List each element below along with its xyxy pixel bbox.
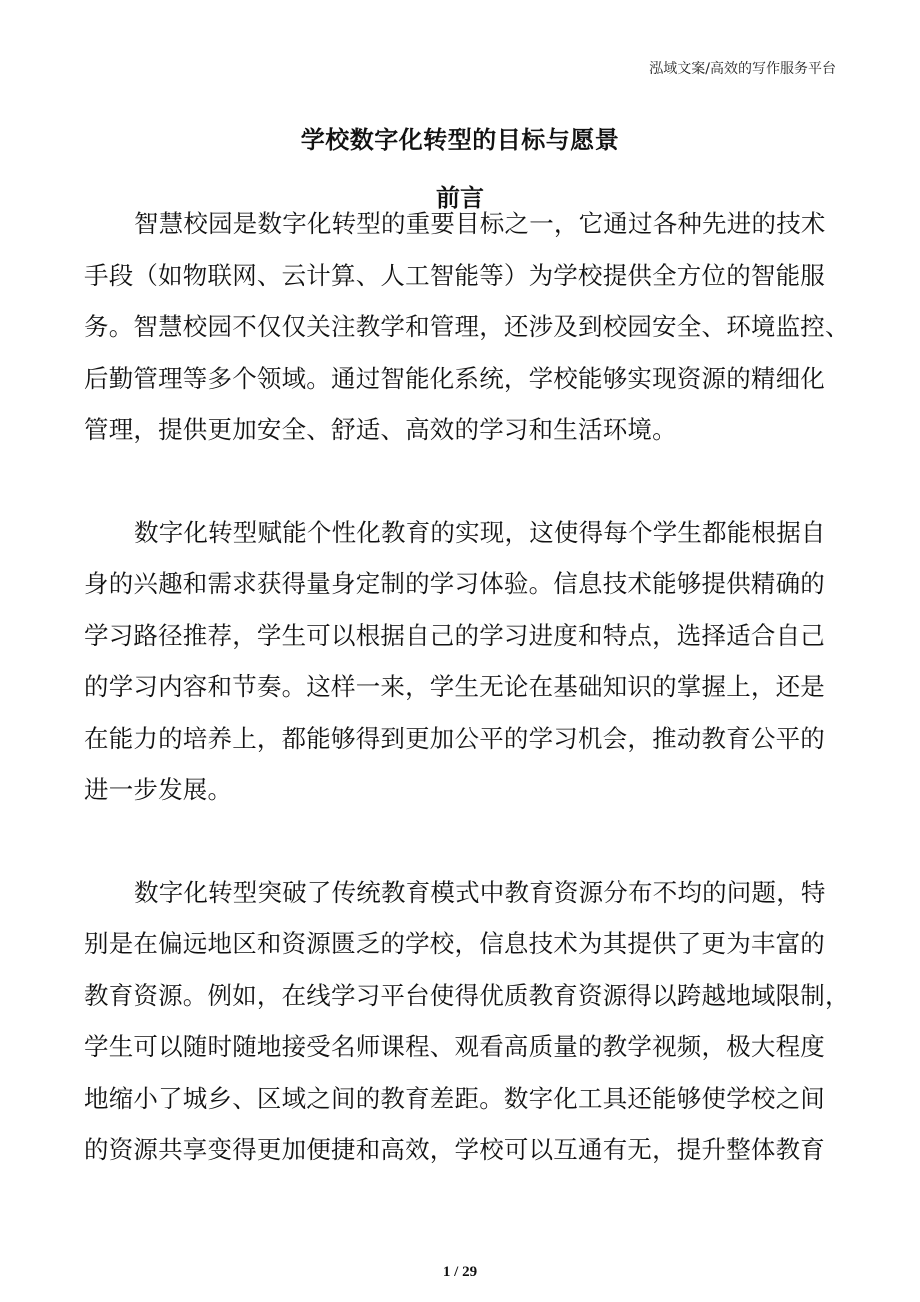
paragraph-line: 管理，提供更加安全、舒适、高效的学习和生活环境。 (84, 415, 677, 444)
document-title: 学校数字化转型的目标与愿景 (300, 126, 620, 154)
paragraph-line: 数字化转型赋能个性化教育的实现，这使得每个学生都能根据自 (134, 517, 826, 547)
paragraph-line: 的学习内容和节奏。这样一来，学生无论在基础知识的掌握上，还是 (84, 672, 825, 701)
paragraph-line: 别是在偏远地区和资源匮乏的学校，信息技术为其提供了更为丰富的 (84, 929, 825, 958)
paragraph (84, 515, 874, 824)
paragraph (84, 206, 874, 464)
paragraph-line: 手段（如物联网、云计算、人工智能等）为学校提供全方位的智能服 (84, 260, 825, 290)
paragraph-line: 进一步发展。 (84, 775, 233, 804)
section-heading: 前言 (436, 184, 484, 212)
paragraph-line: 在能力的培养上，都能够得到更加公平的学习机会，推动教育公平的 (84, 723, 825, 753)
page-header: 泓域文案/高效的写作服务平台 (649, 61, 836, 77)
paragraph-line: 学习路径推荐，学生可以根据自己的学习进度和特点，选择适合自己 (84, 620, 825, 650)
paragraph-line: 后勤管理等多个领域。通过智能化系统，学校能够实现资源的精细化 (84, 363, 825, 393)
paragraph-line: 数字化转型突破了传统教育模式中教育资源分布不均的问题，特 (134, 877, 826, 907)
paragraph-line: 教育资源。例如，在线学习平台使得优质教育资源得以跨越地域限制， (84, 980, 850, 1010)
page-number: 1 / 29 (442, 1264, 478, 1280)
document-body (84, 206, 874, 1235)
paragraph (84, 875, 874, 1184)
paragraph-line: 学生可以随时随地接受名师课程、观看高质量的教学视频，极大程度 (84, 1032, 825, 1061)
paragraph-line: 地缩小了城乡、区域之间的教育差距。数字化工具还能够使学校之间 (84, 1083, 825, 1113)
paragraph-line: 身的兴趣和需求获得量身定制的学习体验。信息技术能够提供精确的 (84, 569, 825, 598)
paragraph-line: 的资源共享变得更加便捷和高效，学校可以互通有无，提升整体教育 (84, 1135, 825, 1164)
paragraph-line: 智慧校园是数字化转型的重要目标之一，它通过各种先进的技术 (134, 209, 826, 238)
paragraph-line: 务。智慧校园不仅仅关注教学和管理，还涉及到校园安全、环境监控、 (84, 312, 850, 341)
